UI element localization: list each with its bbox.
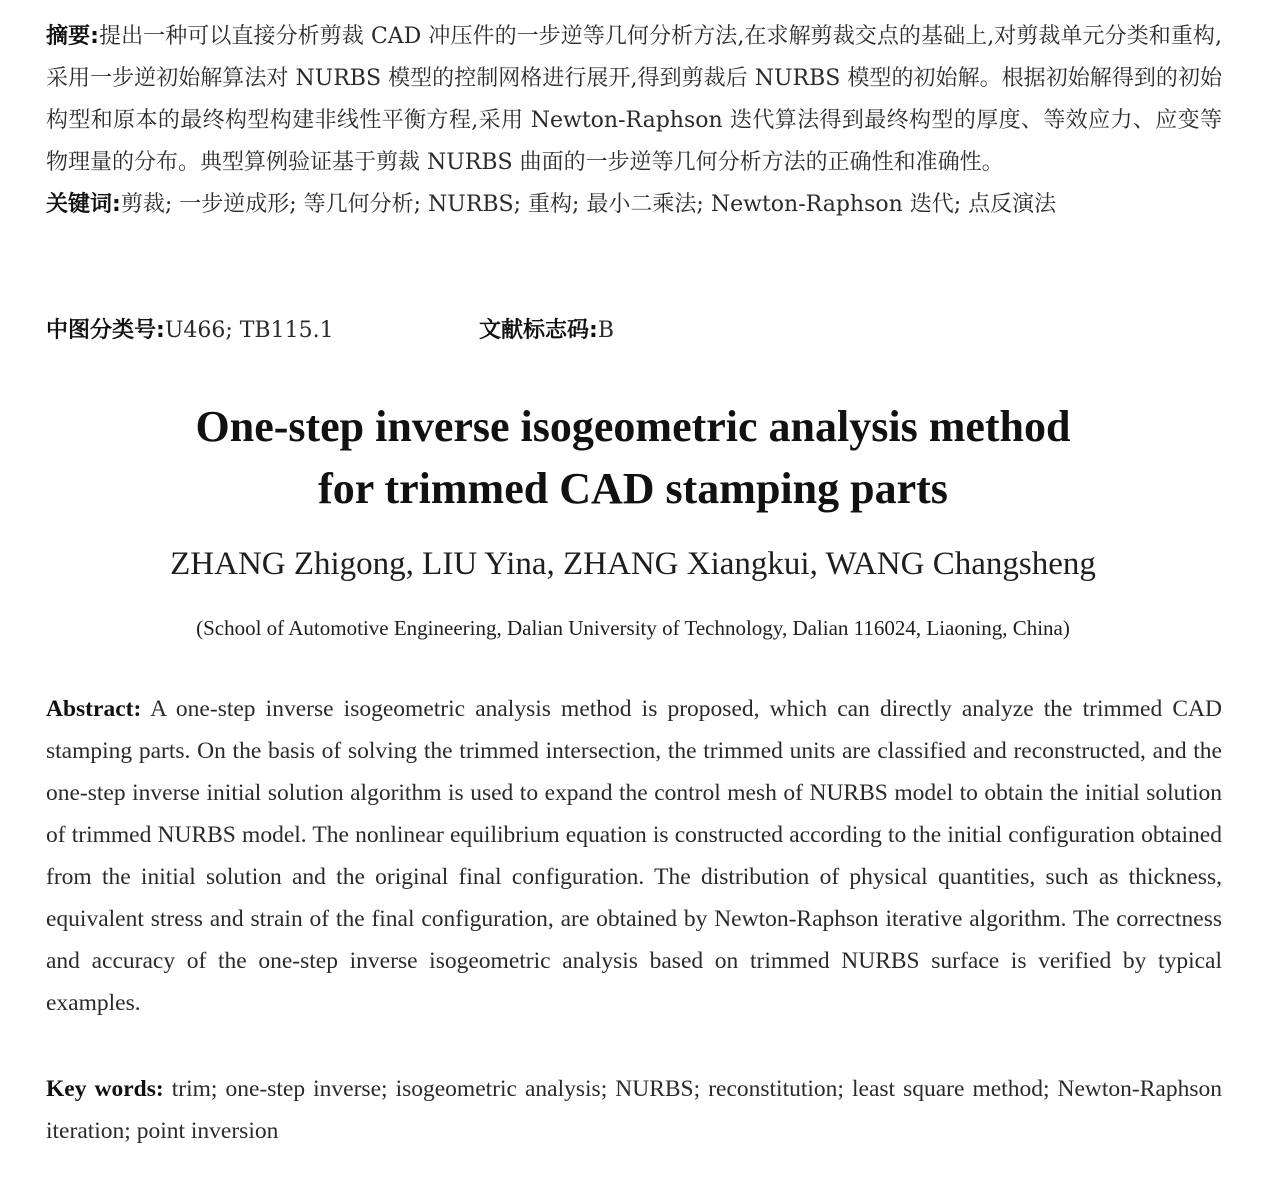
document-code — [479, 310, 614, 352]
english-abstract-label: Abstract: — [46, 696, 142, 722]
chinese-keywords — [46, 184, 1222, 226]
chinese-abstract-label: 摘要: — [46, 24, 99, 49]
title-line-1: One-step inverse isogeometric analysis method — [195, 402, 1071, 451]
paper-title — [0, 396, 1266, 520]
doc-code-value: B — [597, 318, 614, 343]
title-line-2: for trimmed CAD stamping parts — [318, 464, 948, 513]
chinese-keywords-text: 剪裁; 一步逆成形; 等几何分析; NURBS; 重构; 最小二乘法; Newton-Raphson 迭代; 点反演法 — [120, 192, 1057, 217]
english-keywords-label: Key words: — [46, 1076, 164, 1102]
author-list: ZHANG Zhigong, LIU Yina, ZHANG Xiangkui, WANG Changsheng — [170, 546, 1096, 582]
chinese-abstract-text: 提出一种可以直接分析剪裁 CAD 冲压件的一步逆等几何分析方法,在求解剪裁交点的基础上,对剪裁单元分类和重构,采用一步逆初始解算法对 NURBS 模型的控制网格进行展开,得到剪裁后 NURBS 模型的初始解。根据初始解得到的初始构型和原本的最终构型构建非线性平衡方程,采用 Newton-Raphson 迭代算法得到最终构型的厚度、等效应力、应变等物理量的分布。典型算例验证基于剪裁 NURBS 曲面的一步逆等几何分析方法的正确性和准确性。 — [46, 24, 1222, 175]
clc-number — [46, 318, 334, 343]
affiliation: (School of Automotive Engineering, Dalian University of Technology, Dalian 116024, Liaoning, China) — [196, 616, 1070, 640]
doc-code-label: 文献标志码: — [479, 318, 598, 343]
english-keywords-text: trim; one-step inverse; isogeometric analysis; NURBS; reconstitution; least square method; Newton-Raphson iteration; point inversion — [46, 1076, 1222, 1144]
english-abstract — [46, 688, 1222, 1024]
english-keywords — [46, 1068, 1222, 1152]
clc-label: 中图分类号: — [46, 318, 165, 343]
chinese-abstract-section — [46, 16, 1222, 226]
classification-line — [46, 310, 614, 352]
english-abstract-text: A one-step inverse isogeometric analysis method is proposed, which can directly analyze the trimmed CAD stamping parts. On the basis of solving the trimmed intersection, the trimmed units are classified and reconstructed, and the one-step inverse initial solution algorithm is used to expand the control mesh of NURBS model to obtain the initial solution of trimmed NURBS model. The nonlinear equilibrium equation is constructed according to the initial configuration obtained from the initial solution and the original final configuration. The distribution of physical quantities, such as thickness, equivalent stress and strain of the final configuration, are obtained by Newton-Raphson iterative algorithm. The correctness and accuracy of the one-step inverse isogeometric analysis based on trimmed NURBS surface is verified by typical examples. — [46, 696, 1222, 1016]
clc-value: U466; TB115.1 — [164, 318, 334, 343]
chinese-abstract — [46, 16, 1222, 184]
chinese-keywords-label: 关键词: — [46, 192, 121, 217]
